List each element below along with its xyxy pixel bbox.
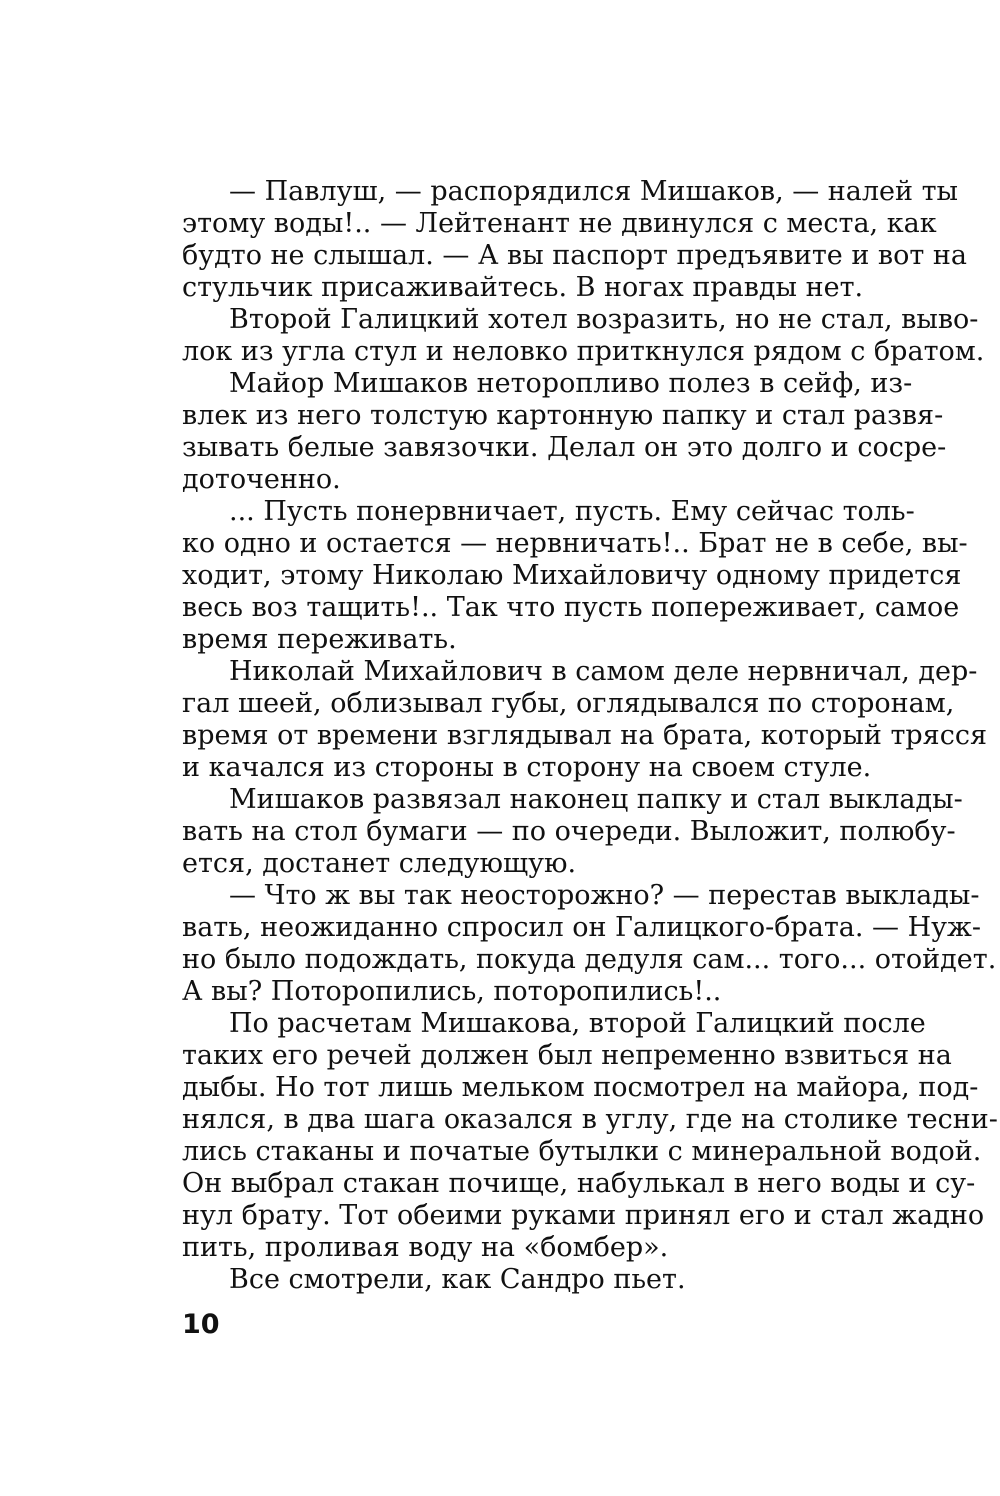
text-line: и качался из стороны в сторону на своем стуле. — [182, 752, 872, 783]
text-line: По расчетам Мишакова, второй Галицкий после — [229, 1008, 926, 1039]
text-line: вать, неожиданно спросил он Галицкого-брата. — Нуж- — [182, 912, 982, 943]
text-line: Мишаков развязал наконец папку и стал выклады- — [229, 784, 963, 815]
text-line: весь воз тащить!.. Так что пусть попереживает, самое — [182, 592, 960, 623]
text-line: стульчик присаживайтесь. В ногах правды нет. — [182, 272, 864, 303]
text-line: пить, проливая воду на «бомбер». — [182, 1232, 669, 1263]
text-line: но было подождать, покуда дедуля сам... того... отойдет. — [182, 944, 997, 975]
text-line: время от времени взглядывал на брата, который трясся — [182, 720, 987, 751]
text-line: А вы? Поторопились, поторопились!.. — [182, 976, 722, 1007]
text-line: будто не слышал. — А вы паспорт предъявите и вот на — [182, 240, 967, 271]
text-line: ходит, этому Николаю Михайловичу одному придется — [182, 560, 962, 591]
text-line: Второй Галицкий хотел возразить, но не стал, выво- — [229, 304, 979, 335]
text-line: — Павлуш, — распорядился Мишаков, — налей ты — [229, 176, 959, 207]
text-line: ко одно и остается — нервничать!.. Брат не в себе, вы- — [182, 528, 968, 559]
text-line: вать на стол бумаги — по очереди. Выложит, полюбу- — [182, 816, 956, 847]
text-line: доточенно. — [182, 464, 341, 495]
text-line: Все смотрели, как Сандро пьет. — [229, 1264, 686, 1295]
text-line: гал шеей, облизывал губы, оглядывался по сторонам, — [182, 688, 955, 719]
text-line: зывать белые завязочки. Делал он это долго и сосре- — [182, 432, 947, 463]
text-line: Майор Мишаков неторопливо полез в сейф, из- — [229, 368, 913, 399]
text-line: ... Пусть понервничает, пусть. Ему сейчас толь- — [229, 496, 915, 527]
text-line: лок из угла стул и неловко приткнулся рядом с братом. — [182, 336, 985, 367]
text-line: время переживать. — [182, 624, 457, 655]
text-line: дыбы. Но тот лишь мельком посмотрел на майора, под- — [182, 1072, 979, 1103]
text-line: влек из него толстую картонную папку и стал развя- — [182, 400, 944, 431]
text-line: нялся, в два шага оказался в углу, где на столике тесни- — [182, 1104, 998, 1135]
text-line: таких его речей должен был непременно взвиться на — [182, 1040, 952, 1071]
body-text — [182, 176, 998, 1296]
text-line: Он выбрал стакан почище, набулькал в него воды и су- — [182, 1168, 976, 1199]
page-number: 10 — [182, 1309, 220, 1340]
text-line: Николай Михайлович в самом деле нервничал, дер- — [229, 656, 978, 687]
text-line: нул брату. Тот обеими руками принял его и стал жадно — [182, 1200, 985, 1231]
text-line: этому воды!.. — Лейтенант не двинулся с места, как — [182, 208, 937, 239]
text-line: — Что ж вы так неосторожно? — перестав выклады- — [229, 880, 980, 911]
text-line: лись стаканы и початые бутылки с минеральной водой. — [182, 1136, 982, 1167]
text-line: ется, достанет следующую. — [182, 848, 577, 879]
